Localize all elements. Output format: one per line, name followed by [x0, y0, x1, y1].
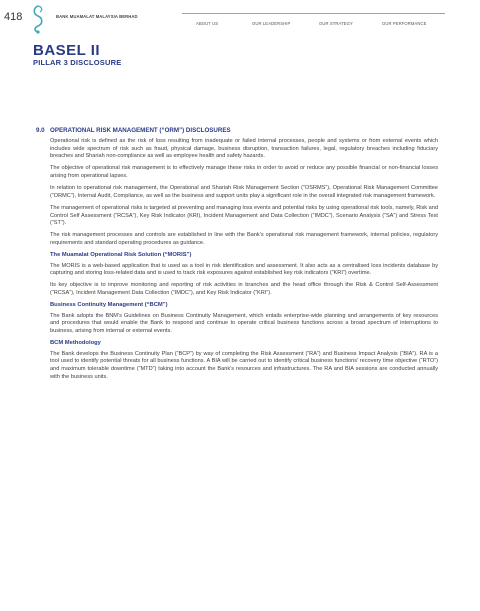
moris-heading: The Muamalat Operational Risk Solution (“MORIS”) — [50, 252, 192, 259]
bcm-methodology-heading: BCM Methodology — [50, 340, 101, 347]
nav-our-strategy[interactable]: OUR STRATEGY — [319, 21, 353, 26]
paragraph: Its key objective is to improve monitoring and reporting of risk activities in branches and the head office through the Risk & Control Self-Assessment (“RCSA”), Incident Management Data Collection (“IMDC”), and Key Risk Indicator (“KRI”). — [50, 282, 438, 297]
bcm-heading: Business Continuity Management (“BCM”) — [50, 302, 168, 309]
bank-logo-icon — [27, 4, 49, 34]
bank-name: BANK MUAMALAT MALAYSIA BERHAD — [56, 14, 138, 19]
section-title: OPERATIONAL RISK MANAGEMENT (“ORM”) DISCLOSURES — [50, 127, 231, 134]
paragraph: In relation to operational risk management, the Operational and Shariah Risk Management Section (“OSRMS”), Operational Risk Management Committee (“ORMC”), Internal Audit, Compliance, as well as the business and support units play a significant role in the overall integrated risk management framework. — [50, 185, 438, 199]
page-header — [0, 0, 480, 40]
nav-about-us[interactable]: ABOUT US — [196, 21, 219, 26]
paragraph: The Bank develops the Business Continuity Plan (“BCP”) by way of completing the Risk Assessment (“RA”) and Business Impact Analysis (“BIA”). RA is a tool used to identify potential threats for all business functions. A BIA will be carried out to identify critical business functions’ recovery time objective (“RTO”) and maximum tolerable downtime (“MTD”) taking into account the Bank’s resources and infrastructures. The RA and BIA sessions are conducted annually with the business units. — [50, 350, 438, 380]
section-number: 9.0 — [36, 127, 45, 134]
section-content — [50, 127, 438, 386]
page-number: 418 — [4, 11, 23, 23]
paragraph: The Bank adopts the BNM’s Guidelines on Business Continuity Management, which entails enterprise-wide planning and arrangements of key resources and procedures that would enable the Bank to respond and continue to operate critical business functions across a broad spectrum of interruptions to business, arising from internal or external events. — [50, 312, 438, 335]
page-subtitle: PILLAR 3 DISCLOSURE — [33, 58, 122, 67]
paragraph: Operational risk is defined as the risk of loss resulting from inadequate or failed internal processes, people and systems or from external events which includes wide spectrum of risk such as fraud, physical damage, business disruption, transaction failures, legal, regulatory breaches including fiduciary breaches and Shariah non-compliance as well as employee health and safety hazards. — [50, 138, 438, 160]
paragraph: The MORIS is a web-based application that is used as a tool in risk identification and assessment. It also acts as a centralised loss incidents database by capturing and storing loss-related data and is used to track risk exposures against established key risk indicators (“KRI”) overtime. — [50, 262, 438, 277]
nav-our-leadership[interactable]: OUR LEADERSHIP — [252, 21, 291, 26]
paragraph: The risk management processes and controls are established in line with the Bank’s operational risk management framework, internal policies, regulatory requirements and standard operating procedures as guidance. — [50, 232, 438, 246]
page-title: BASEL II — [33, 42, 101, 59]
top-navigation — [182, 21, 445, 31]
nav-our-performance[interactable]: OUR PERFORMANCE — [382, 21, 427, 26]
header-divider — [182, 13, 445, 14]
paragraph: The objective of operational risk management is to effectively manage these risks in order to avoid or reduce any possible financial or non-financial losses arising from operational lapses. — [50, 165, 438, 179]
paragraph: The management of operational risks is targeted at preventing and managing loss events and potential risks by using operational risk tools, namely, Risk and Control Self Assessment (“RCSA”), Key Risk Indicator (KRI), Incident Management and Data Collection (“IMDC”), Scenario Analysis (“SA”) and Stress Test (“ST”). — [50, 204, 438, 227]
